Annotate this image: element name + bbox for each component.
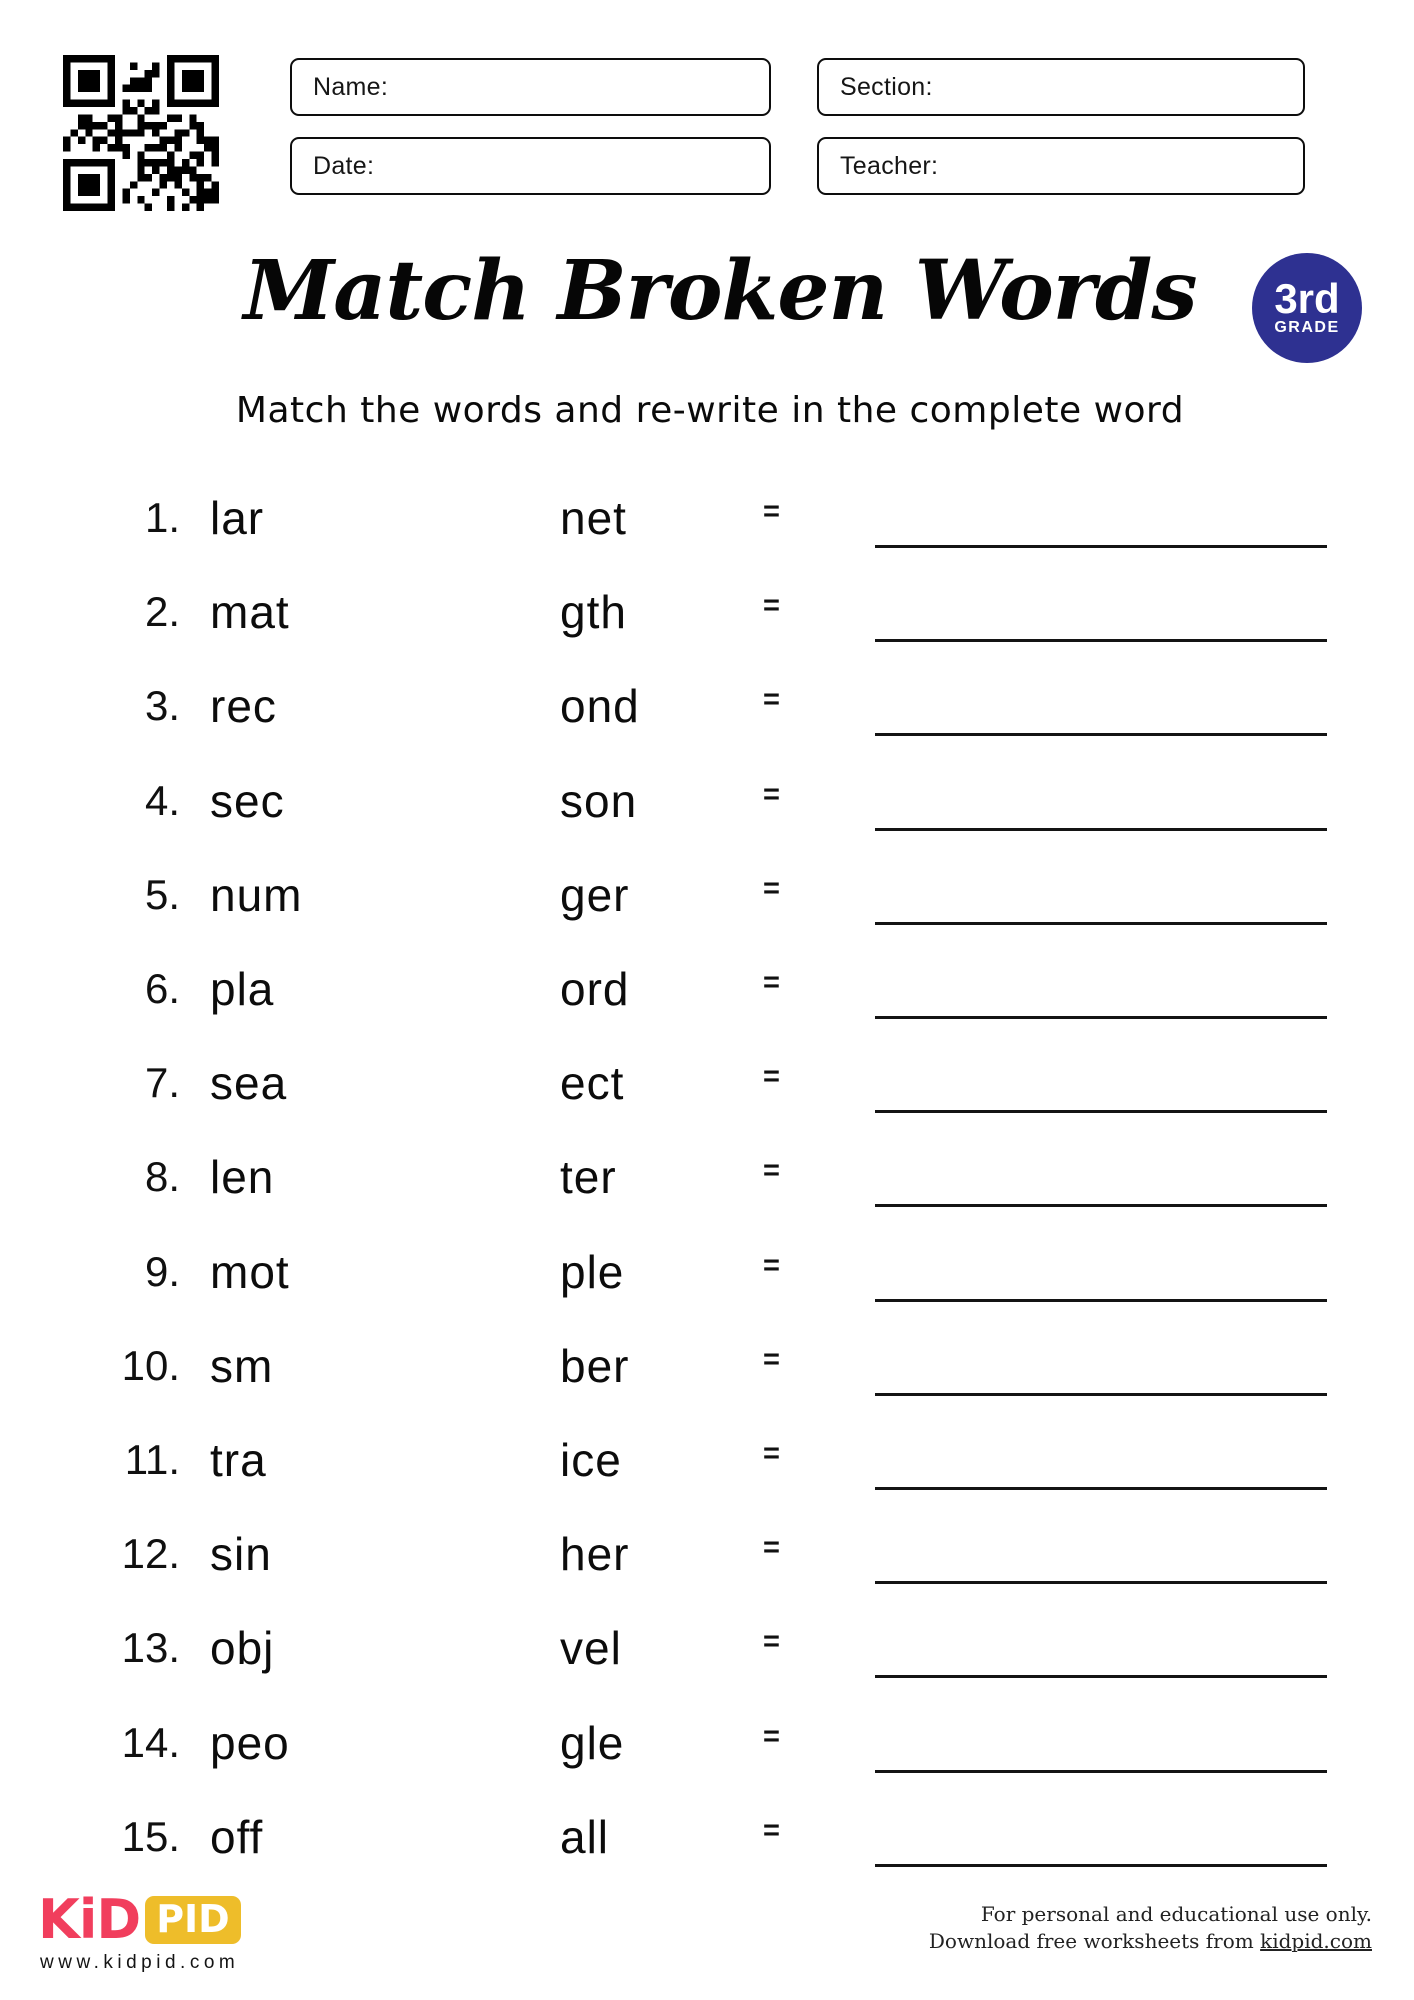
- word-fragment-left: tra: [210, 1434, 267, 1486]
- date-label: Date:: [313, 151, 375, 180]
- usage-note-line2: [929, 1928, 1372, 1955]
- answer-blank[interactable]: [875, 1581, 1327, 1584]
- word-fragment-right: ger: [560, 869, 630, 921]
- word-fragment-left: lar: [210, 492, 265, 544]
- row-number: 6.: [144, 965, 180, 1012]
- equals-sign: =: [763, 683, 780, 716]
- worksheet-row: [0, 1036, 1414, 1130]
- qr-code: [63, 55, 219, 211]
- equals-sign: =: [763, 1625, 780, 1658]
- word-fragment-left: sin: [210, 1528, 272, 1580]
- name-label: Name:: [313, 72, 389, 101]
- word-fragment-right: ond: [560, 680, 640, 732]
- worksheet-row: [0, 754, 1414, 848]
- equals-sign: =: [763, 1720, 780, 1753]
- row-number: 11.: [124, 1436, 180, 1483]
- row-number: 12.: [121, 1530, 180, 1577]
- teacher-field[interactable]: [817, 137, 1305, 195]
- worksheet-row: [0, 471, 1414, 565]
- row-number: 4.: [144, 777, 180, 824]
- worksheet-row: [0, 1319, 1414, 1413]
- equals-sign: =: [763, 1249, 780, 1282]
- word-fragment-left: sec: [210, 775, 285, 827]
- equals-sign: =: [763, 1060, 780, 1093]
- usage-note-line2-prefix: Download free worksheets from: [928, 1929, 1261, 1953]
- answer-blank[interactable]: [875, 1770, 1327, 1773]
- word-fragment-left: obj: [210, 1622, 275, 1674]
- word-fragment-right: net: [560, 492, 627, 544]
- row-number: 5.: [144, 871, 180, 918]
- word-fragment-left: len: [210, 1151, 275, 1203]
- word-fragment-right: her: [560, 1528, 630, 1580]
- word-fragment-right: gth: [560, 586, 627, 638]
- kidpid-logo-kid: KiD: [38, 1888, 141, 1951]
- word-fragment-left: mat: [210, 586, 290, 638]
- worksheet-row: [0, 942, 1414, 1036]
- answer-blank[interactable]: [875, 1299, 1327, 1302]
- row-number: 1.: [144, 494, 180, 541]
- teacher-label: Teacher:: [840, 151, 939, 180]
- worksheet-row: [0, 1413, 1414, 1507]
- answer-blank[interactable]: [875, 1110, 1327, 1113]
- word-fragment-right: ple: [560, 1246, 625, 1298]
- row-number: 9.: [144, 1248, 180, 1295]
- equals-sign: =: [763, 1814, 780, 1847]
- name-field[interactable]: [290, 58, 771, 116]
- answer-blank[interactable]: [875, 733, 1327, 736]
- equals-sign: =: [763, 778, 780, 811]
- kidpid-logo-pid: PID: [145, 1896, 241, 1944]
- answer-blank[interactable]: [875, 545, 1327, 548]
- row-number: 2.: [144, 588, 180, 635]
- page-title: Match Broken Words: [243, 243, 1197, 339]
- row-number: 14.: [121, 1719, 180, 1766]
- section-field[interactable]: [817, 58, 1305, 116]
- answer-blank[interactable]: [875, 1675, 1327, 1678]
- worksheet-row: [0, 1225, 1414, 1319]
- row-number: 10.: [121, 1342, 180, 1389]
- word-fragment-left: sm: [210, 1340, 274, 1392]
- answer-blank[interactable]: [875, 639, 1327, 642]
- worksheet-row: [0, 659, 1414, 753]
- word-fragment-left: num: [210, 869, 303, 921]
- row-number: 3.: [144, 682, 180, 729]
- grade-badge: [1252, 253, 1362, 363]
- row-number: 8.: [144, 1153, 180, 1200]
- kidpid-link[interactable]: kidpid.com: [1260, 1929, 1372, 1953]
- row-number: 13.: [121, 1624, 180, 1671]
- website-url: www.kidpid.com: [40, 1952, 240, 1973]
- worksheet-row: [0, 1601, 1414, 1695]
- grade-badge-word: GRADE: [1274, 319, 1340, 336]
- word-fragment-left: pla: [210, 963, 275, 1015]
- worksheet-row: [0, 1507, 1414, 1601]
- answer-blank[interactable]: [875, 922, 1327, 925]
- row-number: 7.: [144, 1059, 180, 1106]
- word-fragment-left: sea: [210, 1057, 288, 1109]
- grade-badge-number: 3rd: [1274, 275, 1340, 322]
- usage-note: [929, 1901, 1372, 1955]
- answer-blank[interactable]: [875, 1864, 1327, 1867]
- row-number: 15.: [121, 1813, 180, 1860]
- date-field[interactable]: [290, 137, 771, 195]
- word-fragment-right: ord: [560, 963, 630, 1015]
- worksheet-row: [0, 1696, 1414, 1790]
- equals-sign: =: [763, 1437, 780, 1470]
- answer-blank[interactable]: [875, 1487, 1327, 1490]
- equals-sign: =: [763, 1343, 780, 1376]
- worksheet-row: [0, 1130, 1414, 1224]
- equals-sign: =: [763, 589, 780, 622]
- answer-blank[interactable]: [875, 1016, 1327, 1019]
- usage-note-line1: For personal and educational use only.: [980, 1902, 1372, 1926]
- word-fragment-left: mot: [210, 1246, 290, 1298]
- word-fragment-right: son: [560, 775, 638, 827]
- word-fragment-left: rec: [210, 680, 277, 732]
- word-fragment-right: ect: [560, 1057, 625, 1109]
- answer-blank[interactable]: [875, 1204, 1327, 1207]
- section-label: Section:: [840, 72, 933, 101]
- equals-sign: =: [763, 1531, 780, 1564]
- word-fragment-left: peo: [210, 1717, 290, 1769]
- kidpid-logo: [38, 1888, 241, 1951]
- word-fragment-right: ter: [560, 1151, 617, 1203]
- equals-sign: =: [763, 966, 780, 999]
- word-fragment-right: gle: [560, 1717, 625, 1769]
- answer-blank[interactable]: [875, 828, 1327, 831]
- word-fragment-right: ice: [560, 1434, 622, 1486]
- instructions-text: Match the words and re-write in the complete word: [235, 390, 1185, 431]
- equals-sign: =: [763, 1154, 780, 1187]
- word-fragment-left: off: [210, 1811, 264, 1863]
- word-fragment-right: all: [560, 1811, 610, 1863]
- worksheet-row: [0, 565, 1414, 659]
- worksheet-row: [0, 1790, 1414, 1884]
- word-fragment-right: ber: [560, 1340, 630, 1392]
- equals-sign: =: [763, 495, 780, 528]
- word-fragment-right: vel: [560, 1622, 622, 1674]
- worksheet-row: [0, 848, 1414, 942]
- answer-blank[interactable]: [875, 1393, 1327, 1396]
- equals-sign: =: [763, 872, 780, 905]
